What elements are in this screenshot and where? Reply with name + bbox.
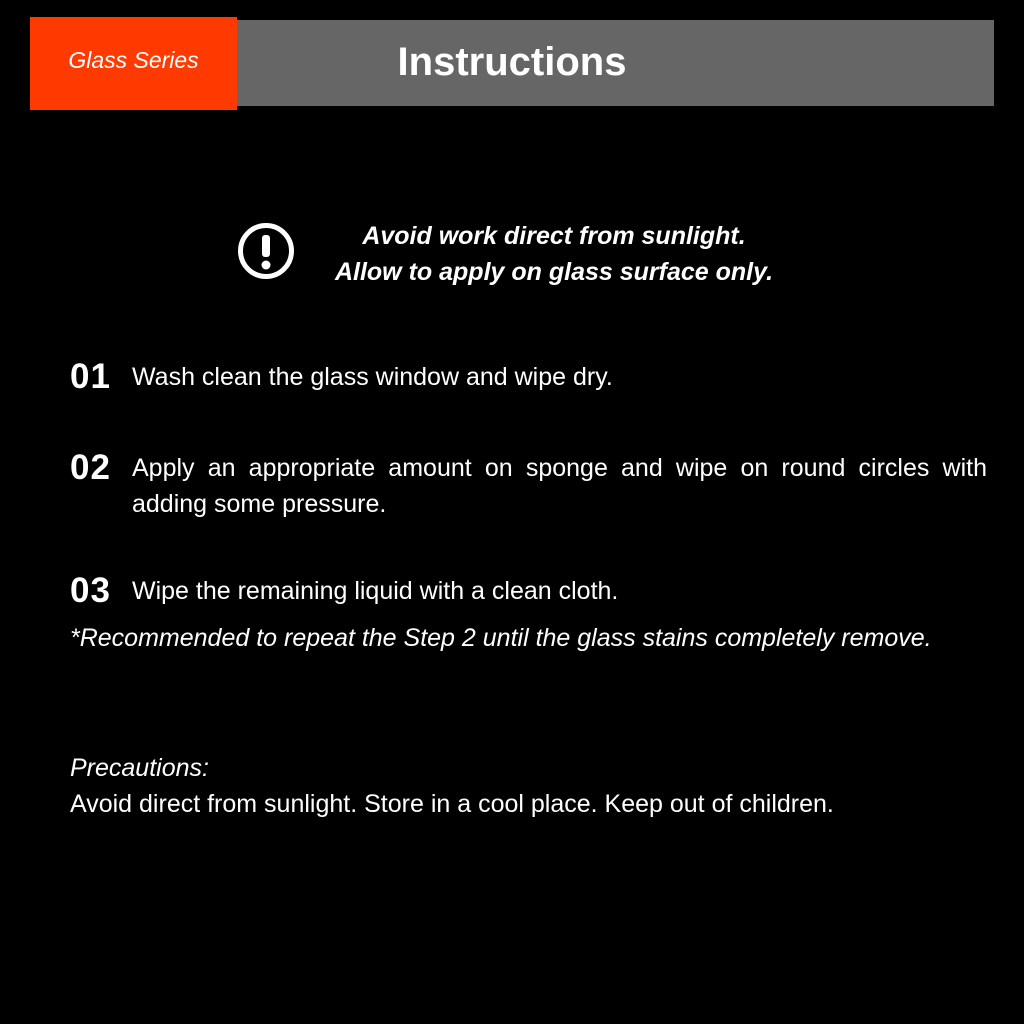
step-number-3: 03 [70,571,111,610]
precautions-text: Avoid direct from sunlight. Store in a cool place. Keep out of children. [70,790,834,818]
page-title: Instructions [397,40,627,84]
step-text-3: Wipe the remaining liquid with a clean cloth. [132,577,619,605]
step-number-2: 02 [70,448,111,487]
warning-line-2: Allow to apply on glass surface only. [334,258,774,286]
warning-text [300,218,808,290]
precautions-title: Precautions: [70,754,209,782]
series-label: Glass Series [68,47,199,73]
step-text-2: Apply an appropriate amount on sponge and wipe on round circles with adding some pressure. [132,454,987,518]
exclamation-circle-icon [237,222,295,280]
recommendation-note: *Recommended to repeat the Step 2 until the glass stains completely remove. [70,624,932,652]
step-text-1: Wash clean the glass window and wipe dry. [132,363,613,391]
warning-line-1: Avoid work direct from sunlight. [362,222,746,250]
step-number-1: 01 [70,357,111,396]
